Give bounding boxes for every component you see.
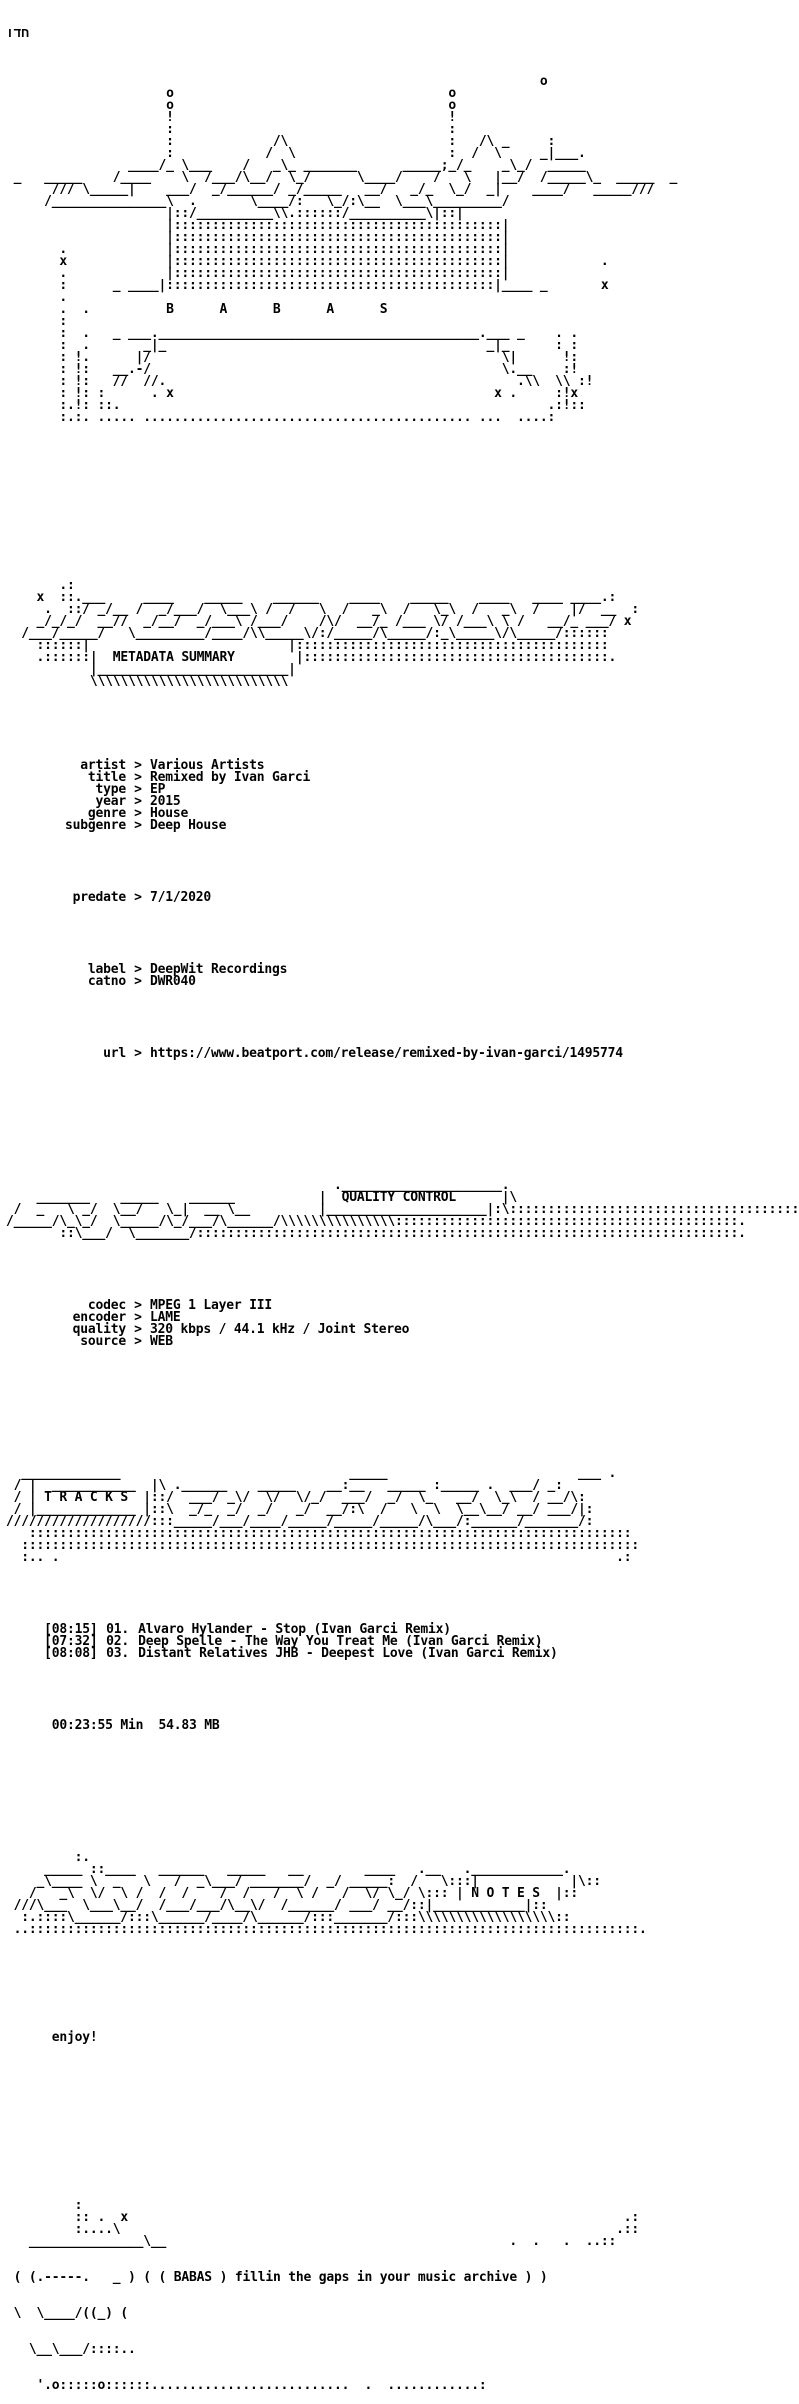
track-title: Distant Relatives JHB - Deepest Love (Ivan Garci Remix) xyxy=(138,1646,558,1661)
track-number: 01. xyxy=(106,1622,130,1637)
metadata-catno xyxy=(6,976,799,988)
footer-art-line-3: \__\___/::::.. xyxy=(6,2342,136,2357)
field-value: 2015 xyxy=(150,794,181,809)
header-art xyxy=(6,76,799,424)
field-value: LAME xyxy=(150,1310,181,1325)
metadata-banner-line: .::::::| METADATA SUMMARY |::::::::::::::::::::::::::::::::::::::::. xyxy=(6,650,617,665)
tracks-banner-line: ::::::::::::::::::::::::::::::::::::::::::::::::::::::::::::::::::::::::::::::: xyxy=(6,1526,632,1541)
field-value: Deep House xyxy=(150,818,227,833)
quality-banner xyxy=(6,1180,799,1240)
metadata-banner-line: \\\\\\\\\\\\\\\\\\\\\\\\\\ xyxy=(6,674,289,689)
field-key: source xyxy=(80,1334,126,1349)
metadata-banner-line: _/_/_/ __// _/__/ _/___\ /___/ /\/ __/_ /___ \/ /___\ \ / __/_ ___/ x xyxy=(6,614,632,629)
field-key: artist xyxy=(80,758,126,773)
field-value: MPEG 1 Layer III xyxy=(150,1298,273,1313)
footer-art-line: _______________\__ . . . ..:: xyxy=(6,2234,617,2249)
metadata-predate: predate > 7/1/2020 xyxy=(72,890,212,905)
field-key: genre xyxy=(87,806,126,821)
quality-banner-line: /_____/\_\_/ \_____/\_/___/\______/\\\\\\\\\\\\\\\:::::::::::::::::::::::::::::::::::::::::::::. xyxy=(6,1214,746,1229)
metadata-subgenre xyxy=(6,820,799,832)
metadata-banner-line: |_________________________| xyxy=(6,662,312,677)
field-key: title xyxy=(87,770,126,785)
nfo-document xyxy=(6,4,799,2404)
header-art-line: _ _____ /____ \ /___/\__/ \_/ \____/ / \ |__/ /_____\_ _____ _ xyxy=(6,170,678,185)
header-art-line: : !. |/ \| !: xyxy=(6,350,578,365)
field-value: Remixed by Ivan Garci xyxy=(150,770,311,785)
field-separator: > xyxy=(134,782,142,797)
quality-fields xyxy=(6,1300,799,1348)
header-art-line: : _ ____|:::::::::::::::::::::::::::::::::::::::::::|____ _ x xyxy=(6,278,609,293)
tracks-banner-line: _____________ _____ ___ . xyxy=(6,1466,617,1481)
field-value: House xyxy=(150,806,189,821)
track-number: 02. xyxy=(106,1634,130,1649)
footer-tagline-line: ( (.-----. _ ) ( ( BABAS ) fillin the gaps in your music archive ) ) xyxy=(6,2270,548,2285)
header-art-line: ____/_ \___ / _\_ _______ _____;_/_ _\_/ _____ xyxy=(6,158,586,173)
metadata-banner-line: /___/_____/ \_________/____/\\_____\/:/_____/\_____/:_\_____\/\_____/:::::: xyxy=(6,626,609,641)
header-art-line: . |:::::::::::::::::::::::::::::::::::::::::::| xyxy=(6,266,510,281)
notes-banner-line: ///\___ \___\__/ /___/___/\__\/ /______/ ___/ __/::|____________|:: xyxy=(6,1898,548,1913)
header-art-line: o xyxy=(6,74,548,89)
header-art-line: |:::::::::::::::::::::::::::::::::::::::::::| xyxy=(6,230,510,245)
field-separator: > xyxy=(134,818,142,833)
tracks-banner-line: / | ___________ |\ .______ _____ __:__ _____ :_____ . ___/ _: xyxy=(6,1478,563,1493)
notes-banner-line: _\____ \ _ \ / _\___/ _______/ _/ _____: / \:::| |\:: xyxy=(6,1874,601,1889)
field-separator: > xyxy=(134,758,142,773)
header-art-line: : !: __.-/ \.__ :! xyxy=(6,362,578,377)
field-key: year xyxy=(95,794,126,809)
footer-art-line: : xyxy=(6,2198,83,2213)
field-value: 320 kbps / 44.1 kHz / Joint Stereo xyxy=(150,1322,410,1337)
field-separator: > xyxy=(134,1334,142,1349)
metadata-label-fields xyxy=(6,964,799,988)
field-key: quality xyxy=(72,1322,126,1337)
header-art-line: : !: // //. .\\ \\ :! xyxy=(6,374,594,389)
footer-art-line: :: . x .: xyxy=(6,2210,640,2225)
header-art-line: /// \_____| ___/ _/______/ _/_____ __/ _/_ \_/ _| ____/ _____/// xyxy=(6,182,662,197)
header-art-line: . . B A B A S xyxy=(6,302,388,317)
header-art-line: |:::::::::::::::::::::::::::::::::::::::::::| xyxy=(6,218,510,233)
tracks-banner-line: / |_____________ |::\ _/_ _/ _/ _/ __/:\ / \ \ \__\__/ __/ ___/|: xyxy=(6,1502,594,1517)
field-key: type xyxy=(95,782,126,797)
tracks-banner-line: :.. . .: xyxy=(6,1550,632,1565)
header-art-line: ! ! xyxy=(6,110,456,125)
tracks-banner-line: / | T R A C K S |::/ ___/ _\/ \/ \/_/ ___/ _/ \_ __/ \_\ / __/\: xyxy=(6,1490,586,1505)
notes-banner-line: ..::::::::::::::::::::::::::::::::::::::::::::::::::::::::::::::::::::::::::::::::. xyxy=(6,1922,647,1937)
header-art-line: |::/__________\\.::::::/__________\|::| xyxy=(6,206,464,221)
notes-banner-line: _____ ::____ ______ _____ __ ____ .__ .____________. xyxy=(6,1862,571,1877)
track-row xyxy=(6,1648,799,1660)
field-value: EP xyxy=(150,782,166,797)
field-separator: > xyxy=(134,1298,142,1313)
field-key: encoder xyxy=(72,1310,126,1325)
field-separator: > xyxy=(134,1322,142,1337)
field-separator: > xyxy=(134,962,142,977)
header-art-line: o o xyxy=(6,86,456,101)
field-separator: > xyxy=(134,806,142,821)
quality-banner-line: ._____________________. xyxy=(6,1178,510,1193)
track-title: Deep Spelle - The Way You Treat Me (Ivan Garci Remix) xyxy=(138,1634,543,1649)
notes-banner xyxy=(6,1852,799,1936)
metadata-banner-line: .: xyxy=(6,578,75,593)
footer-art-line-2: \ \____/((_) ( xyxy=(6,2306,129,2321)
track-duration: [08:08] xyxy=(44,1646,98,1661)
field-separator: > xyxy=(134,974,142,989)
header-art-line: /_______________\ . \____/: \_/:\__ \___\_________/ xyxy=(6,194,525,209)
notes-text: enjoy! xyxy=(51,2030,98,2045)
field-key: catno xyxy=(87,974,126,989)
tracks-banner-line: ///////////////////:::_____/___/____/_____/_____/_____/\___/:______/_______/: xyxy=(6,1514,594,1529)
notes-banner-line: :.::::\______/:::\______/____/\______/:::_______/:::\\\\\\\\\\\\\\\\\\:: xyxy=(6,1910,571,1925)
field-value: DeepWit Recordings xyxy=(150,962,288,977)
metadata-banner-line: x ::.___ ____ _____ ______ ____ _____ ____ ____ ____.: xyxy=(6,590,617,605)
quality-source xyxy=(6,1336,799,1348)
tracks-total: 00:23:55 Min 54.83 MB xyxy=(51,1718,220,1733)
field-separator: > xyxy=(134,794,142,809)
field-separator: > xyxy=(134,770,142,785)
header-art-line: : . _ ___.__________________________________________.___ _ . . xyxy=(6,326,578,341)
footer-tagline: ( ( BABAS ) fillin the gaps in your music archive ) ) xyxy=(143,2270,548,2285)
field-key: subgenre xyxy=(64,818,126,833)
metadata-banner-line: ::::::| |::::::::::::::::::::::::::::::::::::::::: xyxy=(6,638,609,653)
quality-banner-line: ::\___/ \_______/:::::::::::::::::::::::::::::::::::::::::::::::::::::::::::::::::::::::. xyxy=(6,1226,746,1241)
header-art-line: : / \ : / \ _|___. xyxy=(6,146,586,161)
top-marker: חדו xyxy=(6,26,29,41)
track-duration: [07:32] xyxy=(44,1634,98,1649)
footer-art-line: :....\ .:: xyxy=(6,2222,640,2237)
header-art-line: : xyxy=(6,314,68,329)
field-value: Various Artists xyxy=(150,758,265,773)
header-art-line: : /\ : /\ _ : xyxy=(6,134,556,149)
tracks-banner xyxy=(6,1468,799,1564)
metadata-banner xyxy=(6,580,799,688)
field-value: DWR040 xyxy=(150,974,196,989)
track-list xyxy=(6,1624,799,1660)
metadata-url: url > https://www.beatport.com/release/remixed-by-ivan-garci/1495774 xyxy=(103,1046,623,1061)
track-duration: [08:15] xyxy=(44,1622,98,1637)
quality-banner-line: / _ \ _/ \__/ \_| __ \__ |_____________________|:\:::::::::::::::::::::::::::::::::::::: xyxy=(6,1202,799,1217)
footer-art-line-4: '.o:::::o::::::.......................... . ............: xyxy=(6,2378,487,2393)
quality-banner-line: _______ _____ ______ | QUALITY CONTROL |\ xyxy=(6,1190,517,1205)
header-art-line: :.:. ..... ........................................... ... ....: xyxy=(6,410,556,425)
header-art-line: x |:::::::::::::::::::::::::::::::::::::::::::| . xyxy=(6,254,609,269)
track-title: Alvaro Hylander - Stop (Ivan Garci Remix) xyxy=(138,1622,451,1637)
header-art-line: : !: : . x x . :!x xyxy=(6,386,578,401)
header-art-line: . xyxy=(6,290,68,305)
footer-art-top xyxy=(6,2200,799,2248)
field-separator: > xyxy=(134,1310,142,1325)
notes-banner-line: :. xyxy=(6,1850,90,1865)
metadata-fields xyxy=(6,760,799,832)
track-number: 03. xyxy=(106,1646,130,1661)
metadata-banner-line: . ::/ _/__ / _/___/ \___\ / / \ / _\ / \_\ / _\ / |/ __ : xyxy=(6,602,640,617)
tracks-banner-line: ::::::::::::::::::::::::::::::::::::::::::::::::::::::::::::::::::::::::::::::::: xyxy=(6,1538,640,1553)
header-art-line: : : xyxy=(6,122,456,137)
header-art-line: :.!: ::. .:!:: xyxy=(6,398,586,413)
field-key: codec xyxy=(87,1298,126,1313)
header-art-line: . |:::::::::::::::::::::::::::::::::::::::::::| xyxy=(6,242,510,257)
field-value: WEB xyxy=(150,1334,173,1349)
header-art-line: o o xyxy=(6,98,456,113)
notes-banner-line: / _\ \/ \ / / / / / / \ / / \/ \_/ \::: | N O T E S |:: xyxy=(6,1886,578,1901)
field-key: label xyxy=(87,962,126,977)
header-art-line: : . _|_ _|_ : : xyxy=(6,338,578,353)
